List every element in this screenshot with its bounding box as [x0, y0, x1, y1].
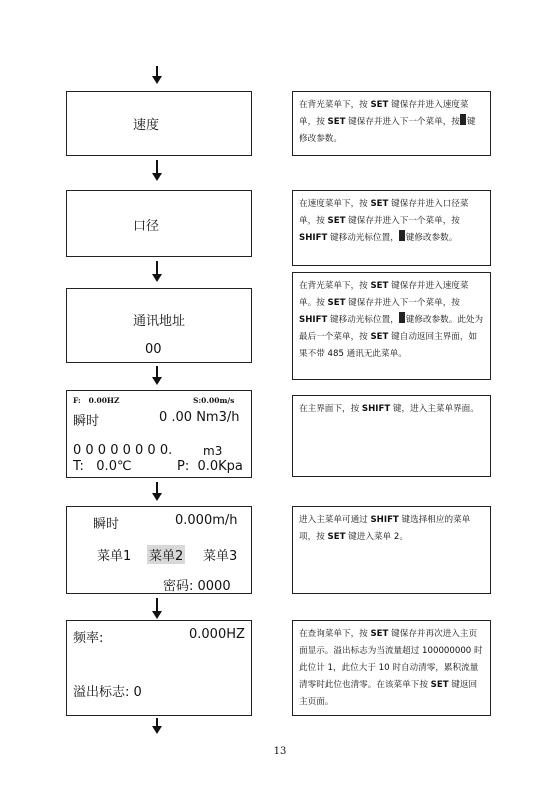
overflow-flag: 溢出标志: 0 [73, 685, 142, 700]
flow-arrow-3 [152, 261, 162, 283]
note-speed-menu [292, 91, 491, 156]
comm-address-screen [66, 288, 252, 363]
instant-flow-value: 0 .00 Nm3/h [159, 410, 240, 425]
note-text: 键保存并进入下一个菜单，按 [345, 216, 460, 226]
note-comm-address-menu [292, 272, 491, 380]
key-label: SHIFT [370, 515, 399, 525]
note-text: 键保存并进入下一个菜单，按 [345, 117, 460, 127]
diameter-menu-title: 口径 [133, 219, 160, 234]
key-label: SHIFT [299, 315, 328, 325]
menu-item-1: 菜单1 [97, 549, 132, 564]
key-label: SET [370, 100, 389, 110]
note-diameter-menu [292, 190, 491, 266]
comm-address-value: 00 [145, 342, 162, 357]
menu-instant-value: 0.000m/h [175, 513, 238, 528]
key-label: SET [370, 629, 389, 639]
speed-menu-title: 速度 [133, 118, 160, 133]
main-display-screen [66, 390, 252, 478]
diameter-menu-screen [66, 190, 252, 257]
note-text: 进入主菜单可通过 [299, 515, 371, 525]
flow-arrow-6 [152, 598, 162, 620]
password-readout: 密码: 0000 [163, 579, 231, 594]
note-text: 键选择相应的菜单项，按 [299, 515, 471, 542]
note-text: 键保存并再次进入主页面显示。溢出标志为当流量超过 100000000 时此位计 1，此位大于 10 时自动清零，累积流量清零时此位也清零。在该菜单下按 [299, 629, 483, 690]
menu-instant-label: 瞬时 [93, 517, 120, 532]
note-text: 在速度菜单下，按 [299, 199, 371, 209]
total-flow-value: 0 0 0 0 0 0 0 0. [73, 443, 173, 458]
note-text: 键移动光标位置， [327, 233, 399, 243]
flow-arrow-4 [152, 366, 162, 386]
note-main-menu [292, 506, 491, 594]
note-text: 在背光菜单下，按 [299, 281, 371, 291]
frequency-label: 频率: [73, 631, 104, 646]
key-label: SET [327, 216, 346, 226]
frequency-readout: F: 0.00HZ [73, 396, 120, 405]
frequency-value: 0.000HZ [189, 627, 245, 642]
key-label: SET [430, 680, 449, 690]
flow-arrow-5 [152, 482, 162, 502]
note-text: 键修改参数。 [299, 117, 476, 144]
temperature-readout: T: 0.0℃ [73, 459, 132, 474]
note-text: 键自动返回主界面，如果不带 485 通讯无此菜单。 [299, 332, 478, 359]
key-label: SET [327, 117, 346, 127]
note-text: 键移动光标位置， [327, 315, 399, 325]
flow-arrow-1 [152, 66, 162, 84]
note-text: 键保存并进入口径菜单，按 [299, 199, 469, 226]
query-menu-screen [66, 620, 252, 716]
note-text: 键保存并进入速度菜单。按 [299, 281, 469, 308]
note-text: 键返回主页面。 [299, 680, 478, 707]
note-text: 键，进入主菜单界面。 [390, 404, 479, 414]
flow-arrow-2 [152, 160, 162, 182]
cursor-key-icon [399, 230, 405, 241]
key-label: SET [327, 298, 346, 308]
cursor-key-icon [399, 312, 405, 323]
note-text: 在背光菜单下，按 [299, 100, 371, 110]
key-label: SET [370, 281, 389, 291]
note-main-display [292, 395, 491, 477]
note-text: 键保存并进入速度菜单，按 [299, 100, 469, 127]
instant-label: 瞬时 [73, 414, 100, 429]
key-label: SET [370, 199, 389, 209]
key-label: SET [370, 332, 389, 342]
key-label: SET [327, 532, 346, 542]
note-text: 键保存并进入下一个菜单，按 [345, 298, 460, 308]
speed-readout: S:0.00m/s [193, 396, 235, 405]
pressure-readout: P: 0.0Kpa [177, 459, 243, 474]
note-text: 键修改参数。 [405, 233, 458, 243]
total-flow-unit: m3 [203, 444, 223, 458]
key-label: SHIFT [361, 404, 391, 414]
note-query-menu [292, 620, 491, 716]
menu-item-2-selected: 菜单2 [147, 545, 185, 564]
speed-menu-screen [66, 91, 252, 156]
key-label: SHIFT [299, 233, 328, 243]
note-text: 键修改参数。此处为最后一个菜单，按 [299, 315, 484, 342]
main-menu-screen [66, 506, 252, 594]
page-number: 13 [273, 746, 287, 757]
note-text: 在查询菜单下，按 [299, 629, 371, 639]
cursor-key-icon [460, 114, 466, 125]
note-text: 键进入菜单 2。 [345, 532, 408, 542]
menu-item-3: 菜单3 [203, 549, 238, 564]
flow-arrow-7 [152, 718, 162, 734]
note-text: 在主界面下，按 [299, 404, 362, 414]
comm-address-title: 通讯地址 [133, 314, 186, 329]
